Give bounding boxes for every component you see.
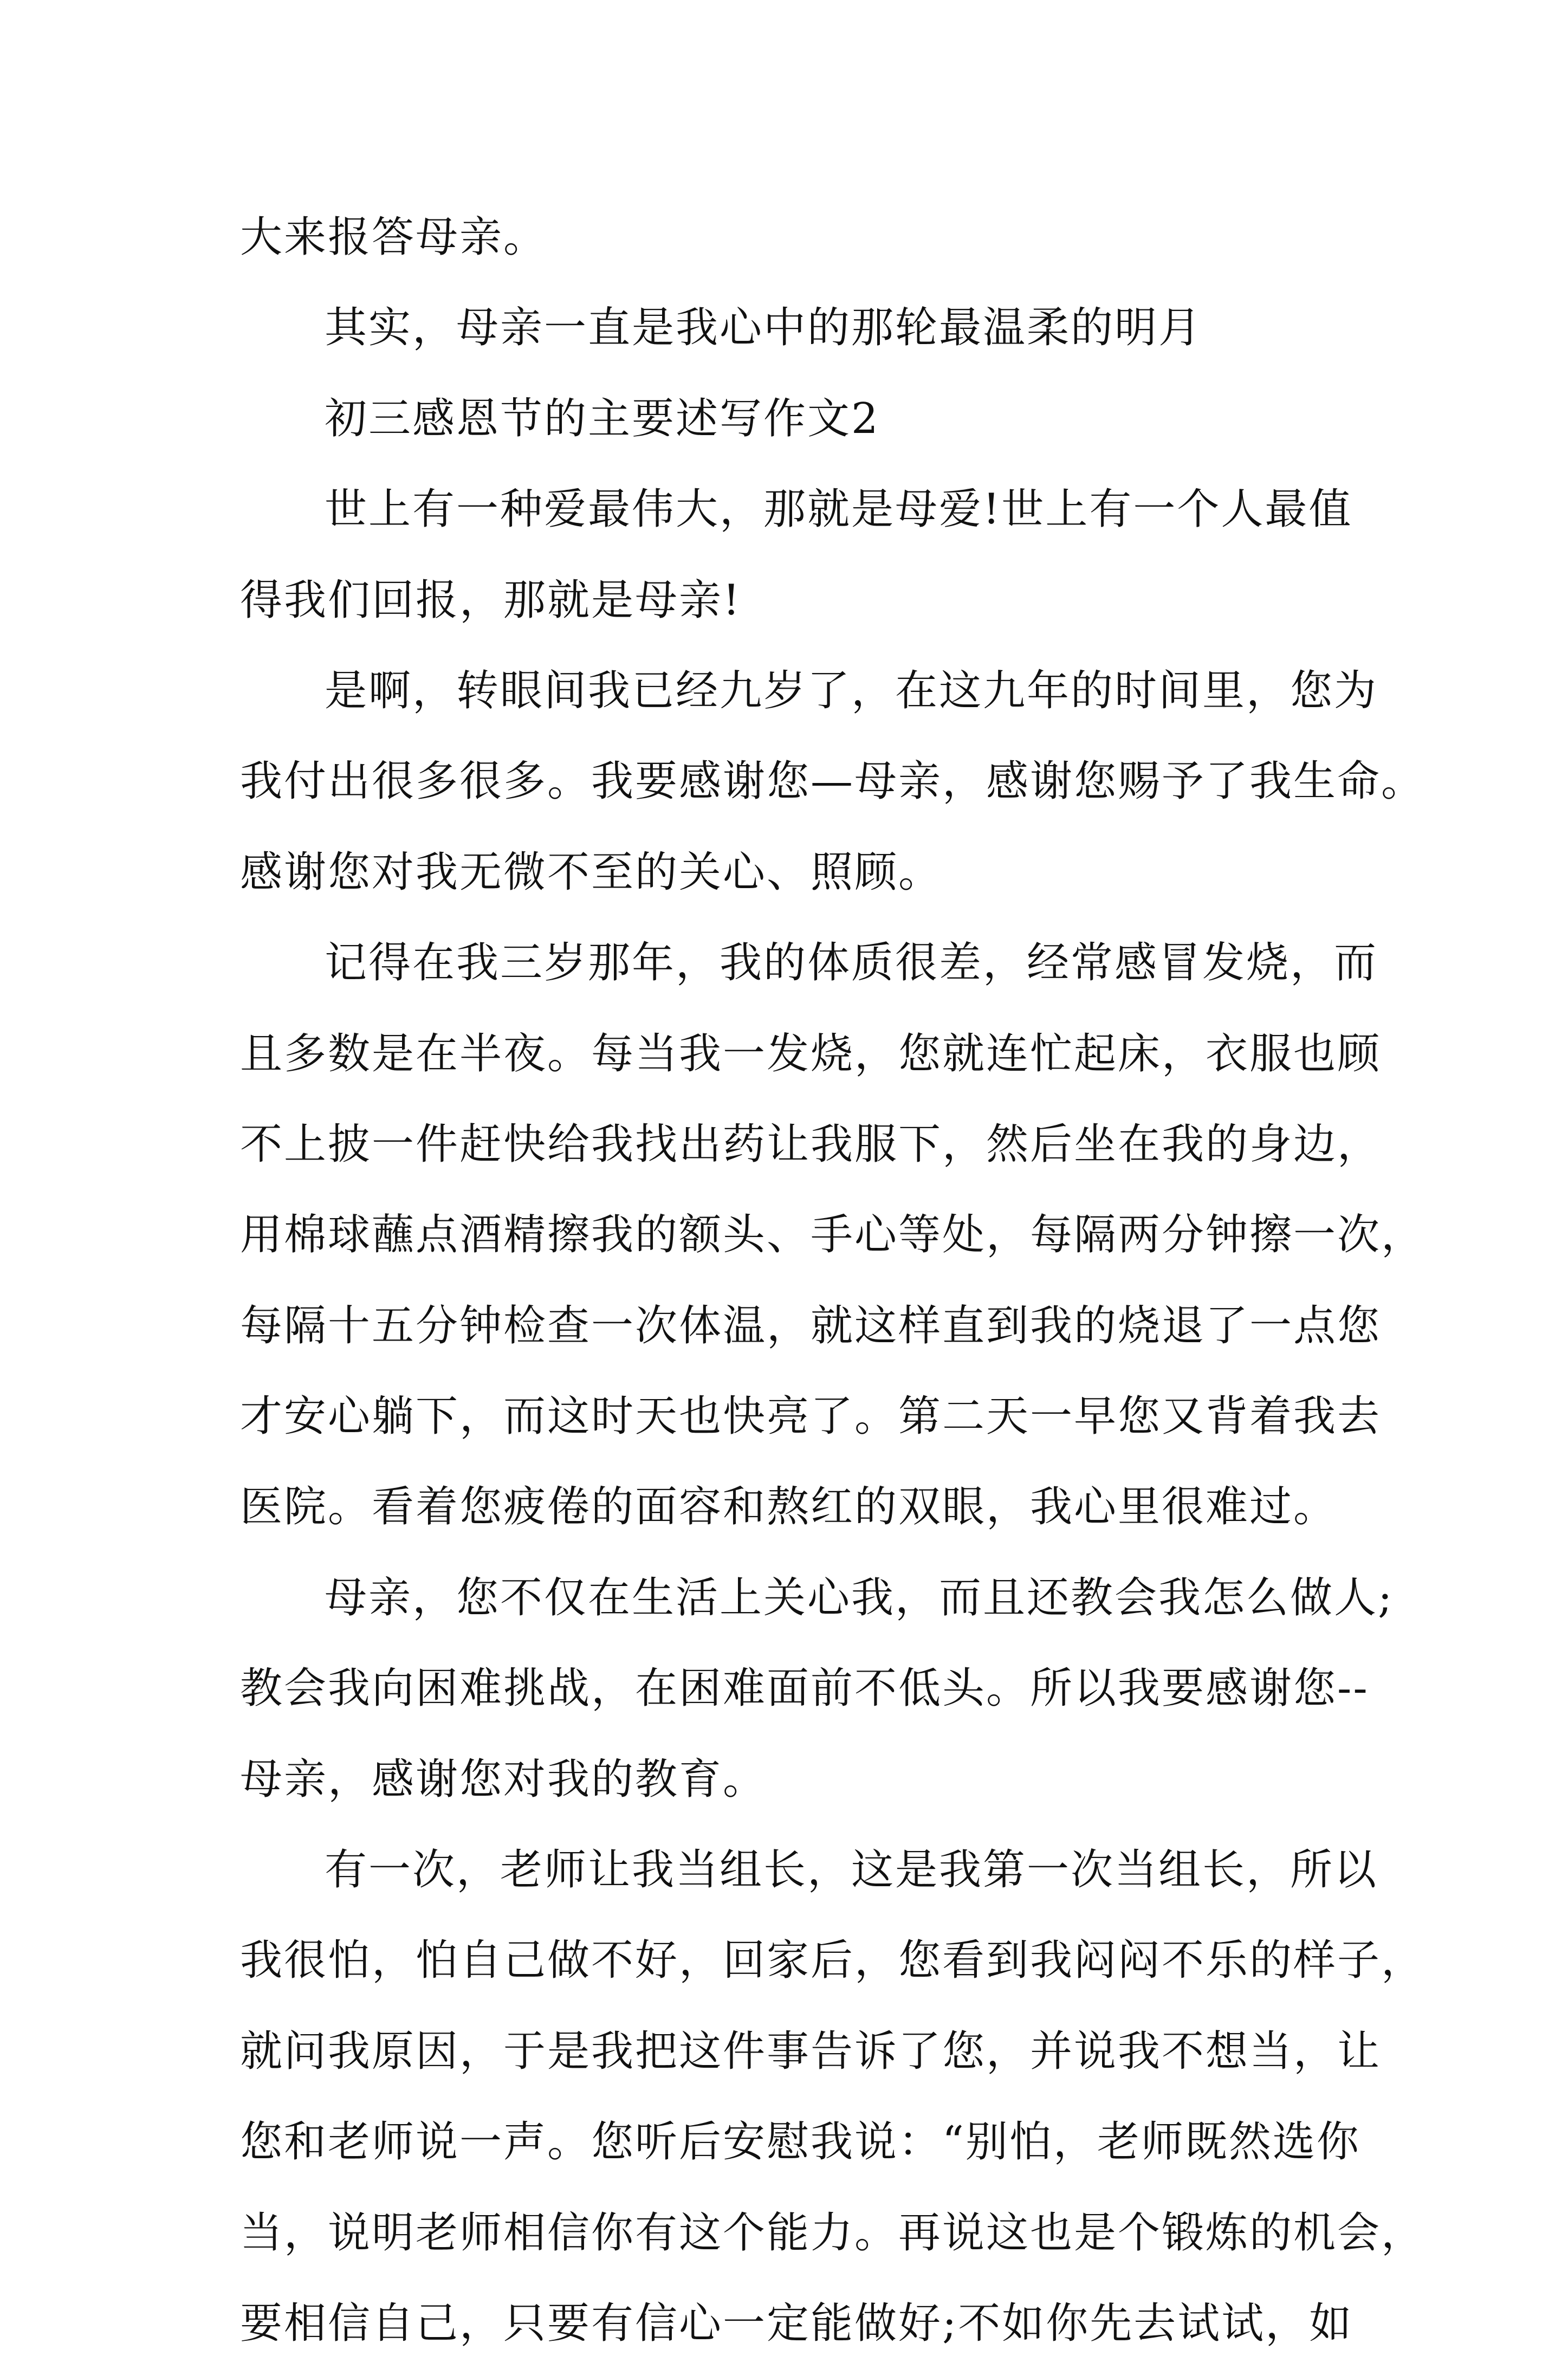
- text-line: 每隔十五分钟检查一次体温，就这样直到我的烧退了一点您: [240, 1301, 1382, 1350]
- body-text: [240, 192, 1426, 2369]
- text-line: 世上有一种爱最伟大，那就是母爱!世上有一个人最值: [325, 485, 1353, 534]
- text-line: 母亲，您不仅在生活上关心我，而且还教会我怎么做人;: [325, 1573, 1394, 1622]
- text-line: 且多数是在半夜。每当我一发烧，您就连忙起床，衣服也顾: [240, 1029, 1382, 1078]
- text-line: 不上披一件赶快给我找出药让我服下，然后坐在我的身边，: [240, 1119, 1382, 1169]
- text-line: 大来报答母亲。: [240, 213, 548, 262]
- text-line: 其实，母亲一直是我心中的那轮最温柔的明月: [325, 303, 1203, 353]
- text-line: 当，说明老师相信你有这个能力。再说这也是个锻炼的机会，: [240, 2208, 1426, 2257]
- section-heading: 初三感恩节的主要述写作文2: [325, 394, 880, 443]
- text-line: 我付出很多很多。我要感谢您—母亲，感谢您赐予了我生命。: [240, 757, 1426, 806]
- text-line: 要相信自己，只要有信心一定能做好;不如你先去试试，如: [240, 2299, 1353, 2348]
- text-line: 感谢您对我无微不至的关心、照顾。: [240, 847, 943, 897]
- text-line: 医院。看着您疲倦的面容和熬红的双眼，我心里很难过。: [240, 1483, 1338, 1532]
- text-line: 有一次，老师让我当组长，这是我第一次当组长，所以: [325, 1846, 1378, 1895]
- text-line: 母亲，感谢您对我的教育。: [240, 1755, 767, 1804]
- text-line: 您和老师说一声。您听后安慰我说：“别怕，老师既然选你: [240, 2118, 1360, 2167]
- text-line: 记得在我三岁那年，我的体质很差，经常感冒发烧，而: [325, 938, 1378, 988]
- text-line: 就问我原因，于是我把这件事告诉了您，并说我不想当，让: [240, 2027, 1382, 2076]
- text-line: 得我们回报，那就是母亲!: [240, 575, 742, 625]
- text-line: 教会我向困难挑战，在困难面前不低头。所以我要感谢您--: [240, 1664, 1369, 1713]
- text-line: 是啊，转眼间我已经九岁了，在这九年的时间里，您为: [325, 666, 1378, 715]
- text-line: 用棉球蘸点酒精擦我的额头、手心等处，每隔两分钟擦一次，: [240, 1211, 1426, 1260]
- text-line: 才安心躺下，而这时天也快亮了。第二天一早您又背着我去: [240, 1392, 1382, 1441]
- text-line: 我很怕，怕自己做不好，回家后，您看到我闷闷不乐的样子，: [240, 1936, 1426, 1985]
